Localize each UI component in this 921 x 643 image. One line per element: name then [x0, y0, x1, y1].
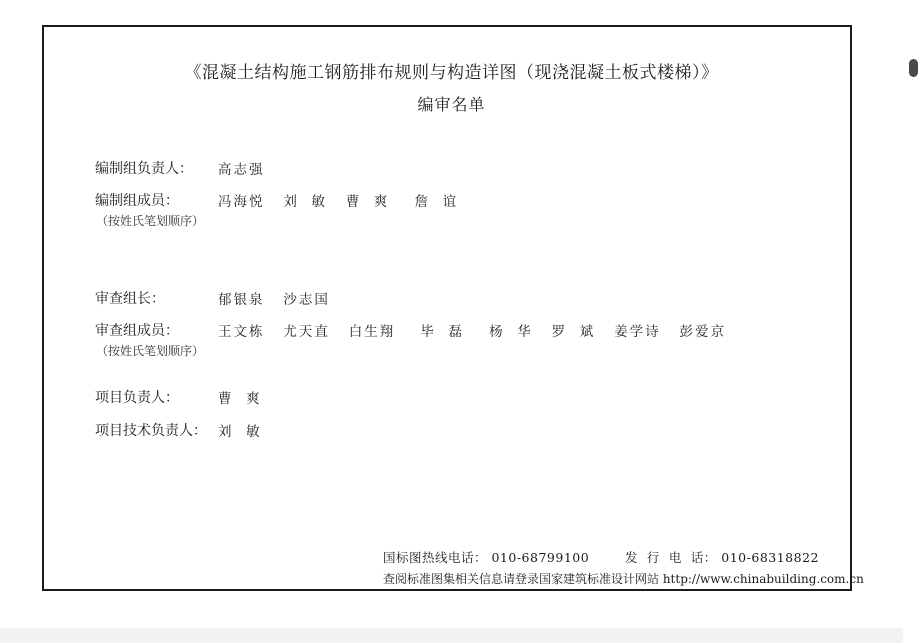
- members-names: 冯海悦 刘 敏 曹 爽 詹 谊: [218, 194, 459, 210]
- vertical-scrollbar[interactable]: [903, 0, 921, 643]
- review-lead-label: 审查组长：: [95, 291, 165, 307]
- review-lead-names: 郁银泉 沙志国: [218, 292, 330, 308]
- document-title: 《混凝土结构施工钢筋排布规则与构造详图（现浇混凝土板式楼梯）》: [184, 63, 719, 83]
- tech-lead-label: 项目技术负责人：: [95, 423, 207, 439]
- lead-label: 编制组负责人：: [95, 161, 193, 177]
- page-bottom-gap: [0, 628, 903, 643]
- members-note: （按姓氏笔划顺序）: [96, 214, 205, 228]
- footer-website: 查阅标准图集相关信息请登录国家建筑标准设计网站 http://www.chinabuilding.com.cn: [383, 572, 864, 586]
- tech-lead-names: 刘 敏: [218, 424, 262, 440]
- scrollbar-thumb[interactable]: [909, 59, 918, 77]
- members-label: 编制组成员：: [95, 193, 179, 209]
- footer-hotline: 国标图热线电话： 010-68799100 发 行 电 话： 010-68318822: [383, 550, 819, 565]
- review-members-note: （按姓氏笔划顺序）: [96, 344, 205, 358]
- lead-names: 高志强: [218, 162, 265, 178]
- review-members-names: 王文栋 尤天直 白生翔 毕 磊 杨 华 罗 斌 姜学诗 彭爱京: [218, 324, 726, 340]
- review-members-label: 审查组成员：: [95, 323, 179, 339]
- document-subtitle: 编审名单: [417, 95, 486, 114]
- project-lead-names: 曹 爽: [218, 391, 262, 407]
- project-lead-label: 项目负责人：: [95, 390, 179, 406]
